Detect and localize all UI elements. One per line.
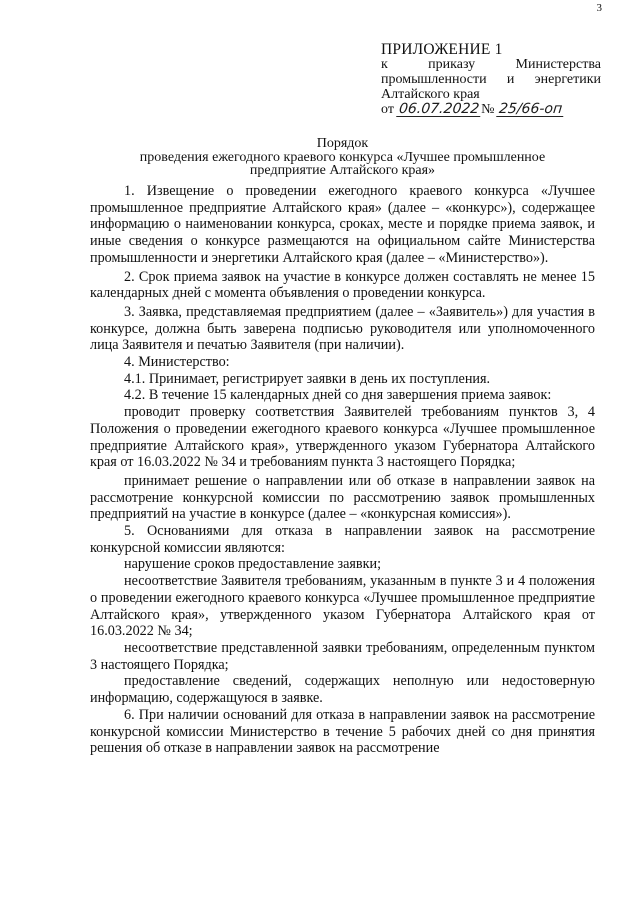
paragraph-5-reason-4: предоставление сведений, содержащих неполную или недостоверную информацию, содержащуюся в заявке. xyxy=(90,673,595,707)
number-prefix: № xyxy=(481,102,495,117)
appendix-block xyxy=(381,42,601,117)
paragraph-6: 6. При наличии оснований для отказа в направлении заявок на рассмотрение конкурсной комиссии Министерство в течение 5 рабочих дней со дня принятия решения об отказе в направлении заявок на рассмотрение xyxy=(90,706,595,757)
paragraph-5-reason-3: несоответствие представленной заявки требованиям, определенным пунктом 3 настоящего Порядка; xyxy=(90,639,595,673)
order-date: 06.07.2022 xyxy=(398,101,481,117)
paragraph-3: 3. Заявка, представляемая предприятием (далее – «Заявитель») для участия в конкурсе, должна быть заверена подписью руководителя или уполномоченного лица Заявителя и печатью Заявителя (при наличии). xyxy=(90,303,595,354)
document-subtitle-line-1: проведения ежегодного краевого конкурса «Лучшее промышленное xyxy=(139,149,546,165)
paragraph-4: 4. Министерство: xyxy=(124,354,230,371)
document-body xyxy=(90,183,595,757)
paragraph-4-2-decision: принимает решение о направлении или об отказе в направлении заявок на рассмотрение конкурсной комиссии по рассмотрению заявок промышленных предприятий на участие в конкурсе (далее – «конкурсная комиссия»). xyxy=(90,472,595,523)
appendix-line-ministry: промышленности и энергетики xyxy=(381,72,601,87)
appendix-line-order: к приказу Министерства xyxy=(381,57,601,72)
paragraph-1: 1. Извещение о проведении ежегодного краевого конкурса «Лучшее промышленное предприятие Алтайского края» (далее – «конкурс»), содержащее информацию о наименовании конкурса, сроках, месте и порядке приема заявок, и иные сведения о конкурсе размещаются на официальном сайте Министерства промышленности и энергетики Алтайского края (далее – «Министерство»). xyxy=(90,183,595,266)
date-prefix: от xyxy=(381,102,394,117)
appendix-date-line xyxy=(381,102,601,117)
document-heading xyxy=(90,137,595,178)
order-number: 25/66-оп xyxy=(498,101,564,117)
paragraph-5: 5. Основаниями для отказа в направлении заявок на рассмотрение конкурсной комиссии являются: xyxy=(90,523,595,556)
paragraph-4-2-check: проводит проверку соответствия Заявителей требованиям пунктов 3, 4 Положения о проведении ежегодного краевого конкурса «Лучшее промышленное предприятие Алтайского края», утвержденного указом Губернатора Алтайского края от 16.03.2022 № 34 и требованиям пункта 3 настоящего Порядка; xyxy=(90,404,595,471)
paragraph-2: 2. Срок приема заявок на участие в конкурсе должен составлять не менее 15 календарных дней с момента объявления о проведении конкурса. xyxy=(90,268,595,302)
paragraph-4-1: 4.1. Принимает, регистрирует заявки в день их поступления. xyxy=(124,370,491,387)
appendix-line-region: Алтайского края xyxy=(381,87,480,102)
paragraph-4-2: 4.2. В течение 15 календарных дней со дня завершения приема заявок: xyxy=(124,387,552,404)
appendix-title: ПРИЛОЖЕНИЕ 1 xyxy=(381,41,503,58)
document-subtitle-line-2: предприятие Алтайского края» xyxy=(249,163,436,178)
page-number: 3 xyxy=(596,2,602,14)
paragraph-5-reason-2: несоответствие Заявителя требованиям, указанным в пункте 3 и 4 положения о проведении ежегодного краевого конкурса «Лучшее промышленное предприятие Алтайского края», утвержденного указом Губернатора Алтайского края от 16.03.2022 № 34; xyxy=(90,573,595,640)
paragraph-5-reason-1: нарушение сроков предоставление заявки; xyxy=(124,556,382,573)
document-title: Порядок xyxy=(316,136,369,151)
